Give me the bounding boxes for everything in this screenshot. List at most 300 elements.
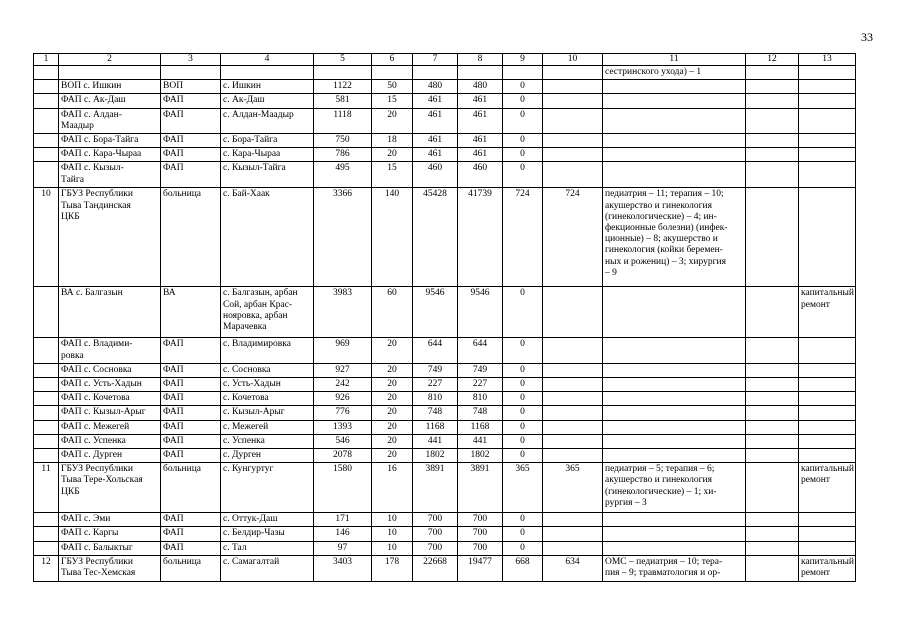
table-cell-col-11 <box>603 392 746 406</box>
table-cell-col-12 <box>746 80 799 94</box>
table-cell-col-1 <box>34 527 59 541</box>
table-cell-col-5: 495 <box>314 162 372 188</box>
table-cell-col-2: ФАП с. Каргы <box>59 527 161 541</box>
table-cell-col-1 <box>34 66 59 80</box>
table-cell-col-9: 0 <box>503 513 543 527</box>
table-cell-col-6: 20 <box>372 406 413 420</box>
table-cell-col-2: ФАП с. Эми <box>59 513 161 527</box>
table-cell-col-1: 12 <box>34 555 59 581</box>
table-cell-col-2: ФАП с. Ак-Даш <box>59 94 161 108</box>
table-cell-col-5: 546 <box>314 434 372 448</box>
table-cell-col-2 <box>59 66 161 80</box>
table-cell-col-3: ФАП <box>161 134 221 148</box>
table-cell-col-4: с. Ишкин <box>221 80 314 94</box>
table-cell-col-5: 242 <box>314 378 372 392</box>
table-cell-col-7: 460 <box>413 162 458 188</box>
table-cell-col-3: ФАП <box>161 392 221 406</box>
column-header: 8 <box>458 54 503 66</box>
table-cell-col-11 <box>603 338 746 363</box>
table-cell-col-13 <box>799 108 856 133</box>
table-cell-col-5: 1118 <box>314 108 372 133</box>
table-cell-col-9: 0 <box>503 134 543 148</box>
table-cell-col-9 <box>503 66 543 80</box>
table-cell-col-10 <box>543 108 603 133</box>
table-cell-col-1 <box>34 363 59 377</box>
table-cell-col-7: 441 <box>413 434 458 448</box>
table-cell-col-8: 9546 <box>458 287 503 338</box>
table-row <box>34 555 856 581</box>
table-cell-col-12 <box>746 148 799 162</box>
table-cell-col-12 <box>746 162 799 188</box>
table-cell-col-10: 634 <box>543 555 603 581</box>
table-cell-col-8: 227 <box>458 378 503 392</box>
table-row <box>34 406 856 420</box>
table-cell-col-4: с. Алдан-Маадыр <box>221 108 314 133</box>
table-cell-col-13 <box>799 338 856 363</box>
table-cell-col-11 <box>603 434 746 448</box>
table-cell-col-1 <box>34 406 59 420</box>
table-cell-col-7: 461 <box>413 108 458 133</box>
table-cell-col-8: 480 <box>458 80 503 94</box>
table-cell-col-5: 1122 <box>314 80 372 94</box>
table-cell-col-8: 810 <box>458 392 503 406</box>
table-row <box>34 148 856 162</box>
table-cell-col-4: с. Дурген <box>221 449 314 463</box>
table-cell-col-12 <box>746 188 799 287</box>
table-cell-col-13 <box>799 80 856 94</box>
table-row <box>34 392 856 406</box>
table-cell-col-1 <box>34 420 59 434</box>
table-cell-col-11 <box>603 94 746 108</box>
table-cell-col-8: 1802 <box>458 449 503 463</box>
table-cell-col-5: 3983 <box>314 287 372 338</box>
table-cell-col-6 <box>372 66 413 80</box>
table-cell-col-7: 810 <box>413 392 458 406</box>
table-cell-col-1 <box>34 80 59 94</box>
table-row <box>34 527 856 541</box>
data-table <box>33 53 856 582</box>
table-cell-col-6: 16 <box>372 463 413 513</box>
table-cell-col-12 <box>746 94 799 108</box>
table-cell-col-11 <box>603 363 746 377</box>
table-cell-col-3: больница <box>161 188 221 287</box>
table-cell-col-9: 0 <box>503 162 543 188</box>
column-header: 9 <box>503 54 543 66</box>
table-cell-col-5: 926 <box>314 392 372 406</box>
table-cell-col-1 <box>34 449 59 463</box>
table-cell-col-12 <box>746 420 799 434</box>
table-cell-col-4: с. Бора-Тайга <box>221 134 314 148</box>
table-cell-col-8: 461 <box>458 108 503 133</box>
table-cell-col-6: 20 <box>372 392 413 406</box>
table-cell-col-6: 20 <box>372 108 413 133</box>
table-cell-col-11 <box>603 541 746 555</box>
table-cell-col-10: 365 <box>543 463 603 513</box>
table-cell-col-12 <box>746 338 799 363</box>
table-cell-col-8: 748 <box>458 406 503 420</box>
table-cell-col-6: 18 <box>372 134 413 148</box>
table-cell-col-11 <box>603 287 746 338</box>
table-cell-col-9: 0 <box>503 420 543 434</box>
table-cell-col-13 <box>799 66 856 80</box>
table-cell-col-10 <box>543 134 603 148</box>
table-cell-col-7: 461 <box>413 94 458 108</box>
table-cell-col-7: 461 <box>413 148 458 162</box>
table-cell-col-12 <box>746 463 799 513</box>
table-row <box>34 420 856 434</box>
table-cell-col-4: с. Ак-Даш <box>221 94 314 108</box>
table-cell-col-13 <box>799 188 856 287</box>
table-cell-col-12 <box>746 406 799 420</box>
table-cell-col-7: 45428 <box>413 188 458 287</box>
table-cell-col-5: 786 <box>314 148 372 162</box>
table-cell-col-6: 20 <box>372 449 413 463</box>
table-cell-col-9: 0 <box>503 449 543 463</box>
table-row <box>34 434 856 448</box>
table-cell-col-3: ФАП <box>161 449 221 463</box>
table-cell-col-2: ГБУЗ Республики Тыва Тере-Хольская ЦКБ <box>59 463 161 513</box>
table-cell-col-10 <box>543 392 603 406</box>
table-cell-col-9: 0 <box>503 148 543 162</box>
table-cell-col-12 <box>746 434 799 448</box>
table-cell-col-4: с. Балгазын, арбан Сой, арбан Крас- ноярoвка, арбан Марачевка <box>221 287 314 338</box>
table-cell-col-3: ФАП <box>161 148 221 162</box>
table-cell-col-8: 749 <box>458 363 503 377</box>
table-cell-col-9: 668 <box>503 555 543 581</box>
column-header: 11 <box>603 54 746 66</box>
table-cell-col-5: 969 <box>314 338 372 363</box>
table-cell-col-8: 461 <box>458 94 503 108</box>
table-cell-col-11 <box>603 80 746 94</box>
table-cell-col-3: больница <box>161 463 221 513</box>
table-row <box>34 162 856 188</box>
table-cell-col-10 <box>543 94 603 108</box>
table-row <box>34 188 856 287</box>
table-cell-col-7: 461 <box>413 134 458 148</box>
table-cell-col-1 <box>34 148 59 162</box>
table-cell-col-12 <box>746 363 799 377</box>
table-cell-col-7: 748 <box>413 406 458 420</box>
table-cell-col-11 <box>603 378 746 392</box>
table-cell-col-4: с. Межегей <box>221 420 314 434</box>
table-cell-col-11 <box>603 527 746 541</box>
table-cell-col-12 <box>746 527 799 541</box>
table-cell-col-3 <box>161 66 221 80</box>
table-cell-col-11 <box>603 162 746 188</box>
table-cell-col-2: ФАП с. Кызыл-Арыг <box>59 406 161 420</box>
table-cell-col-2: ФАП с. Кара-Чыраа <box>59 148 161 162</box>
table-cell-col-5: 171 <box>314 513 372 527</box>
table-cell-col-4: с. Усть-Хадын <box>221 378 314 392</box>
table-cell-col-6: 20 <box>372 363 413 377</box>
table-cell-col-4: с. Тал <box>221 541 314 555</box>
table-row <box>34 513 856 527</box>
table-cell-col-13 <box>799 363 856 377</box>
table-cell-col-12 <box>746 513 799 527</box>
table-cell-col-2: ГБУЗ Республики Тыва Тандинская ЦКБ <box>59 188 161 287</box>
table-cell-col-7 <box>413 66 458 80</box>
table-cell-col-12 <box>746 541 799 555</box>
table-cell-col-5: 146 <box>314 527 372 541</box>
table-cell-col-6: 20 <box>372 378 413 392</box>
table-cell-col-13: капитальный ремонт <box>799 463 856 513</box>
column-header: 10 <box>543 54 603 66</box>
table-cell-col-1: 11 <box>34 463 59 513</box>
table-cell-col-10 <box>543 338 603 363</box>
table-cell-col-2: ФАП с. Межегей <box>59 420 161 434</box>
table-cell-col-3: ФАП <box>161 162 221 188</box>
table-cell-col-4: с. Кара-Чыраа <box>221 148 314 162</box>
table-row <box>34 66 856 80</box>
table-cell-col-10 <box>543 66 603 80</box>
table-cell-col-1: 10 <box>34 188 59 287</box>
table-cell-col-2: ФАП с. Алдан- Маадыр <box>59 108 161 133</box>
table-cell-col-5: 927 <box>314 363 372 377</box>
table-cell-col-8: 700 <box>458 513 503 527</box>
table-cell-col-8: 700 <box>458 541 503 555</box>
table-cell-col-12 <box>746 134 799 148</box>
table-cell-col-3: ФАП <box>161 527 221 541</box>
table-cell-col-12 <box>746 378 799 392</box>
table-cell-col-13 <box>799 541 856 555</box>
table-cell-col-10 <box>543 420 603 434</box>
table-cell-col-11: сестринского ухода) – 1 <box>603 66 746 80</box>
column-header: 1 <box>34 54 59 66</box>
table-cell-col-5: 581 <box>314 94 372 108</box>
table-cell-col-9: 0 <box>503 392 543 406</box>
table-cell-col-4: с. Оттук-Даш <box>221 513 314 527</box>
table-cell-col-7: 22668 <box>413 555 458 581</box>
table-cell-col-5: 3403 <box>314 555 372 581</box>
table-cell-col-3: ФАП <box>161 338 221 363</box>
table-cell-col-6: 140 <box>372 188 413 287</box>
table-cell-col-9: 0 <box>503 406 543 420</box>
table-cell-col-11 <box>603 406 746 420</box>
table-cell-col-12 <box>746 66 799 80</box>
table-cell-col-4: с. Кочетова <box>221 392 314 406</box>
table-cell-col-9: 0 <box>503 108 543 133</box>
table-cell-col-9: 0 <box>503 287 543 338</box>
table-cell-col-4: с. Успенка <box>221 434 314 448</box>
table-cell-col-11: педиатрия – 5; терапия – 6; акушерство и гинекология (гинекологические) – 1; хи- рургия – 3 <box>603 463 746 513</box>
table-cell-col-7: 480 <box>413 80 458 94</box>
table-cell-col-10 <box>543 434 603 448</box>
table-cell-col-13 <box>799 134 856 148</box>
table-cell-col-9: 0 <box>503 338 543 363</box>
table-cell-col-9: 0 <box>503 363 543 377</box>
table-cell-col-4 <box>221 66 314 80</box>
table-row <box>34 134 856 148</box>
table-cell-col-10 <box>543 449 603 463</box>
table-cell-col-2: ФАП с. Кызыл- Тайга <box>59 162 161 188</box>
table-cell-col-4: с. Бай-Хаак <box>221 188 314 287</box>
table-cell-col-6: 50 <box>372 80 413 94</box>
table-row <box>34 80 856 94</box>
table-cell-col-4: с. Сосновка <box>221 363 314 377</box>
table-cell-col-2: ФАП с. Усть-Хадын <box>59 378 161 392</box>
table-cell-col-6: 20 <box>372 420 413 434</box>
table-cell-col-10: 724 <box>543 188 603 287</box>
table-cell-col-8: 461 <box>458 148 503 162</box>
table-cell-col-9: 0 <box>503 94 543 108</box>
table-cell-col-2: ФАП с. Балыктыг <box>59 541 161 555</box>
table-cell-col-8: 700 <box>458 527 503 541</box>
table-cell-col-7: 9546 <box>413 287 458 338</box>
table-cell-col-2: ФАП с. Бора-Тайга <box>59 134 161 148</box>
table-cell-col-7: 700 <box>413 513 458 527</box>
table-cell-col-13 <box>799 148 856 162</box>
table-cell-col-1 <box>34 162 59 188</box>
table-cell-col-8: 461 <box>458 134 503 148</box>
table-cell-col-4: с. Белдир-Чазы <box>221 527 314 541</box>
table-cell-col-1 <box>34 134 59 148</box>
table-cell-col-13 <box>799 449 856 463</box>
table-cell-col-9: 0 <box>503 80 543 94</box>
page-number: 33 <box>861 30 873 44</box>
table-cell-col-13: капитальный ремонт <box>799 555 856 581</box>
table-cell-col-3: ФАП <box>161 108 221 133</box>
table-cell-col-3: ВОП <box>161 80 221 94</box>
table-cell-col-11 <box>603 513 746 527</box>
table-cell-col-9: 0 <box>503 541 543 555</box>
table-cell-col-13 <box>799 434 856 448</box>
table-cell-col-6: 15 <box>372 162 413 188</box>
table-row <box>34 338 856 363</box>
column-header: 4 <box>221 54 314 66</box>
table-cell-col-6: 60 <box>372 287 413 338</box>
table-cell-col-6: 10 <box>372 541 413 555</box>
table-cell-col-5: 3366 <box>314 188 372 287</box>
table-cell-col-5: 750 <box>314 134 372 148</box>
column-header: 13 <box>799 54 856 66</box>
table-cell-col-7: 1802 <box>413 449 458 463</box>
table-cell-col-9: 0 <box>503 527 543 541</box>
table-row <box>34 463 856 513</box>
table-cell-col-5: 97 <box>314 541 372 555</box>
table-cell-col-3: ФАП <box>161 420 221 434</box>
table-cell-col-3: ФАП <box>161 406 221 420</box>
table-cell-col-1 <box>34 108 59 133</box>
table-cell-col-2: ФАП с. Успенка <box>59 434 161 448</box>
table-cell-col-13 <box>799 162 856 188</box>
table-cell-col-2: ВОП с. Ишкин <box>59 80 161 94</box>
table-cell-col-13 <box>799 94 856 108</box>
table-cell-col-10 <box>543 527 603 541</box>
table-cell-col-10 <box>543 363 603 377</box>
table-cell-col-5: 2078 <box>314 449 372 463</box>
table-cell-col-11: педиатрия – 11; терапия – 10; акушерство и гинекология (гинекологические) – 4; ин- фекционные болезни) (инфек- ционные) – 8; акушерство и гинекология (койки беремен- ных и рожениц) – 3; хирургия – 9 <box>603 188 746 287</box>
table-cell-col-6: 15 <box>372 94 413 108</box>
table-cell-col-10 <box>543 80 603 94</box>
table-cell-col-6: 20 <box>372 148 413 162</box>
table-cell-col-3: ФАП <box>161 541 221 555</box>
table-cell-col-5: 776 <box>314 406 372 420</box>
table-cell-col-9: 724 <box>503 188 543 287</box>
table-cell-col-11 <box>603 420 746 434</box>
table-cell-col-13 <box>799 406 856 420</box>
table-cell-col-2: ФАП с. Дурген <box>59 449 161 463</box>
table-row <box>34 287 856 338</box>
table-cell-col-10 <box>543 162 603 188</box>
table-cell-col-8 <box>458 66 503 80</box>
table-cell-col-12 <box>746 392 799 406</box>
table-cell-col-4: с. Владимировка <box>221 338 314 363</box>
table-cell-col-6: 20 <box>372 338 413 363</box>
table-cell-col-9: 0 <box>503 378 543 392</box>
table-cell-col-11 <box>603 449 746 463</box>
table-cell-col-4: с. Кызыл-Арыг <box>221 406 314 420</box>
column-header: 5 <box>314 54 372 66</box>
table-row <box>34 378 856 392</box>
table-cell-col-2: ФАП с. Владими- ровка <box>59 338 161 363</box>
table-cell-col-10 <box>543 148 603 162</box>
table-cell-col-2: ВА с. Балгазын <box>59 287 161 338</box>
table-cell-col-6: 20 <box>372 434 413 448</box>
table-cell-col-8: 41739 <box>458 188 503 287</box>
table-cell-col-4: с. Кызыл-Тайга <box>221 162 314 188</box>
table-cell-col-13 <box>799 378 856 392</box>
table-cell-col-5 <box>314 66 372 80</box>
table-cell-col-11: ОМС – педиатрия – 10; тера- пия – 9; травматология и ор- <box>603 555 746 581</box>
table-cell-col-10 <box>543 513 603 527</box>
table-cell-col-5: 1580 <box>314 463 372 513</box>
table-cell-col-8: 3891 <box>458 463 503 513</box>
table-cell-col-7: 749 <box>413 363 458 377</box>
table-cell-col-13 <box>799 420 856 434</box>
table-cell-col-1 <box>34 94 59 108</box>
table-cell-col-4: с. Кунгуртуг <box>221 463 314 513</box>
table-cell-col-1 <box>34 513 59 527</box>
table-cell-col-7: 227 <box>413 378 458 392</box>
table-cell-col-3: ВА <box>161 287 221 338</box>
table-cell-col-10 <box>543 378 603 392</box>
table-row <box>34 363 856 377</box>
table-cell-col-11 <box>603 108 746 133</box>
table-cell-col-6: 10 <box>372 527 413 541</box>
column-header: 12 <box>746 54 799 66</box>
table-cell-col-7: 700 <box>413 541 458 555</box>
table-cell-col-8: 441 <box>458 434 503 448</box>
table-cell-col-1 <box>34 338 59 363</box>
table-cell-col-9: 365 <box>503 463 543 513</box>
column-header: 3 <box>161 54 221 66</box>
table-cell-col-11 <box>603 148 746 162</box>
table-cell-col-12 <box>746 287 799 338</box>
table-cell-col-2: ФАП с. Сосновка <box>59 363 161 377</box>
table-cell-col-5: 1393 <box>314 420 372 434</box>
table-cell-col-2: ФАП с. Кочетова <box>59 392 161 406</box>
table-cell-col-1 <box>34 541 59 555</box>
table-row <box>34 541 856 555</box>
table-cell-col-4: с. Самагалтай <box>221 555 314 581</box>
table-cell-col-6: 178 <box>372 555 413 581</box>
table-cell-col-1 <box>34 287 59 338</box>
table-cell-col-1 <box>34 392 59 406</box>
table-cell-col-7: 700 <box>413 527 458 541</box>
table-cell-col-8: 1168 <box>458 420 503 434</box>
column-header-row <box>34 54 856 66</box>
table-cell-col-13: капитальный ремонт <box>799 287 856 338</box>
table-cell-col-10 <box>543 541 603 555</box>
table-cell-col-8: 460 <box>458 162 503 188</box>
column-header: 2 <box>59 54 161 66</box>
table-row <box>34 449 856 463</box>
table-cell-col-3: ФАП <box>161 378 221 392</box>
table-cell-col-3: ФАП <box>161 513 221 527</box>
table-cell-col-2: ГБУЗ Республики Тыва Тес-Хемская <box>59 555 161 581</box>
table-cell-col-3: ФАП <box>161 363 221 377</box>
table-cell-col-13 <box>799 527 856 541</box>
